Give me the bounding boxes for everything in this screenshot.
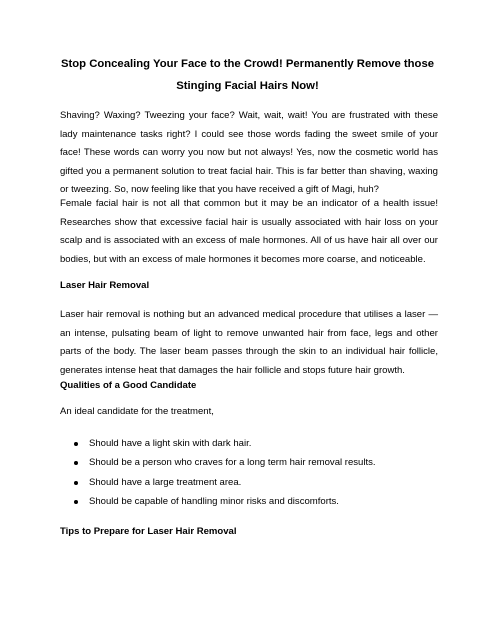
bullet-text: Should be a person who craves for a long term hair removal results. [89,457,376,469]
bullet-item [60,457,438,469]
laser-hair-removal-heading: Laser Hair Removal [60,280,150,291]
bullet-text: Should be capable of handling minor risks and discomforts. [89,495,339,507]
bullet-dot-icon [74,481,78,485]
document-title-line-1: Stop Concealing Your Face to the Crowd! Permanently Remove those [60,58,435,70]
intro-paragraph: Shaving? Waxing? Tweezing your face? Wait, wait, wait! You are frustrated with these lady maintenance tasks right? I could see those words fading the sweet smile of your face! These words can worry you now but not always! Yes, now the cosmetic world has gifted you a permanent solution to treat facial hair. This is far better than shaving, waxing or tweezing. So, now feeling like that you have received a gift of Magi, huh? [60,110,438,196]
bullet-item [60,496,438,508]
document-title-line-2: Stinging Facial Hairs Now! [176,80,319,92]
bullet-item [60,438,438,450]
health-paragraph: Female facial hair is not all that common but it may be an indicator of a health issue! Researches show that excessive facial hair is usually associated with hair loss on your scalp and is associated with an excess of male hormones. All of us have hair all over our bodies, but with an excess of male hormones it becomes more coarse, and noticeable. [60,198,438,265]
bullet-dot-icon [74,461,78,465]
candidate-intro: An ideal candidate for the treatment, [60,406,214,417]
bullet-text: Should have a light skin with dark hair. [89,438,252,449]
bullet-dot-icon [74,442,78,446]
bullet-text: Should have a large treatment area. [89,476,242,488]
candidate-bullet-list [60,438,438,515]
laser-paragraph: Laser hair removal is nothing but an advanced medical procedure that utilises a laser — an intense, pulsating beam of light to remove unwanted hair from face, legs and other parts of the body. The laser beam passes through the skin to an individual hair follicle, generates intense heat that damages the hair follicle and stops future hair growth. [60,309,438,376]
bullet-item [60,477,438,489]
good-candidate-heading: Qualities of a Good Candidate [60,380,197,391]
tips-heading: Tips to Prepare for Laser Hair Removal [60,526,237,537]
bullet-dot-icon [74,500,78,504]
